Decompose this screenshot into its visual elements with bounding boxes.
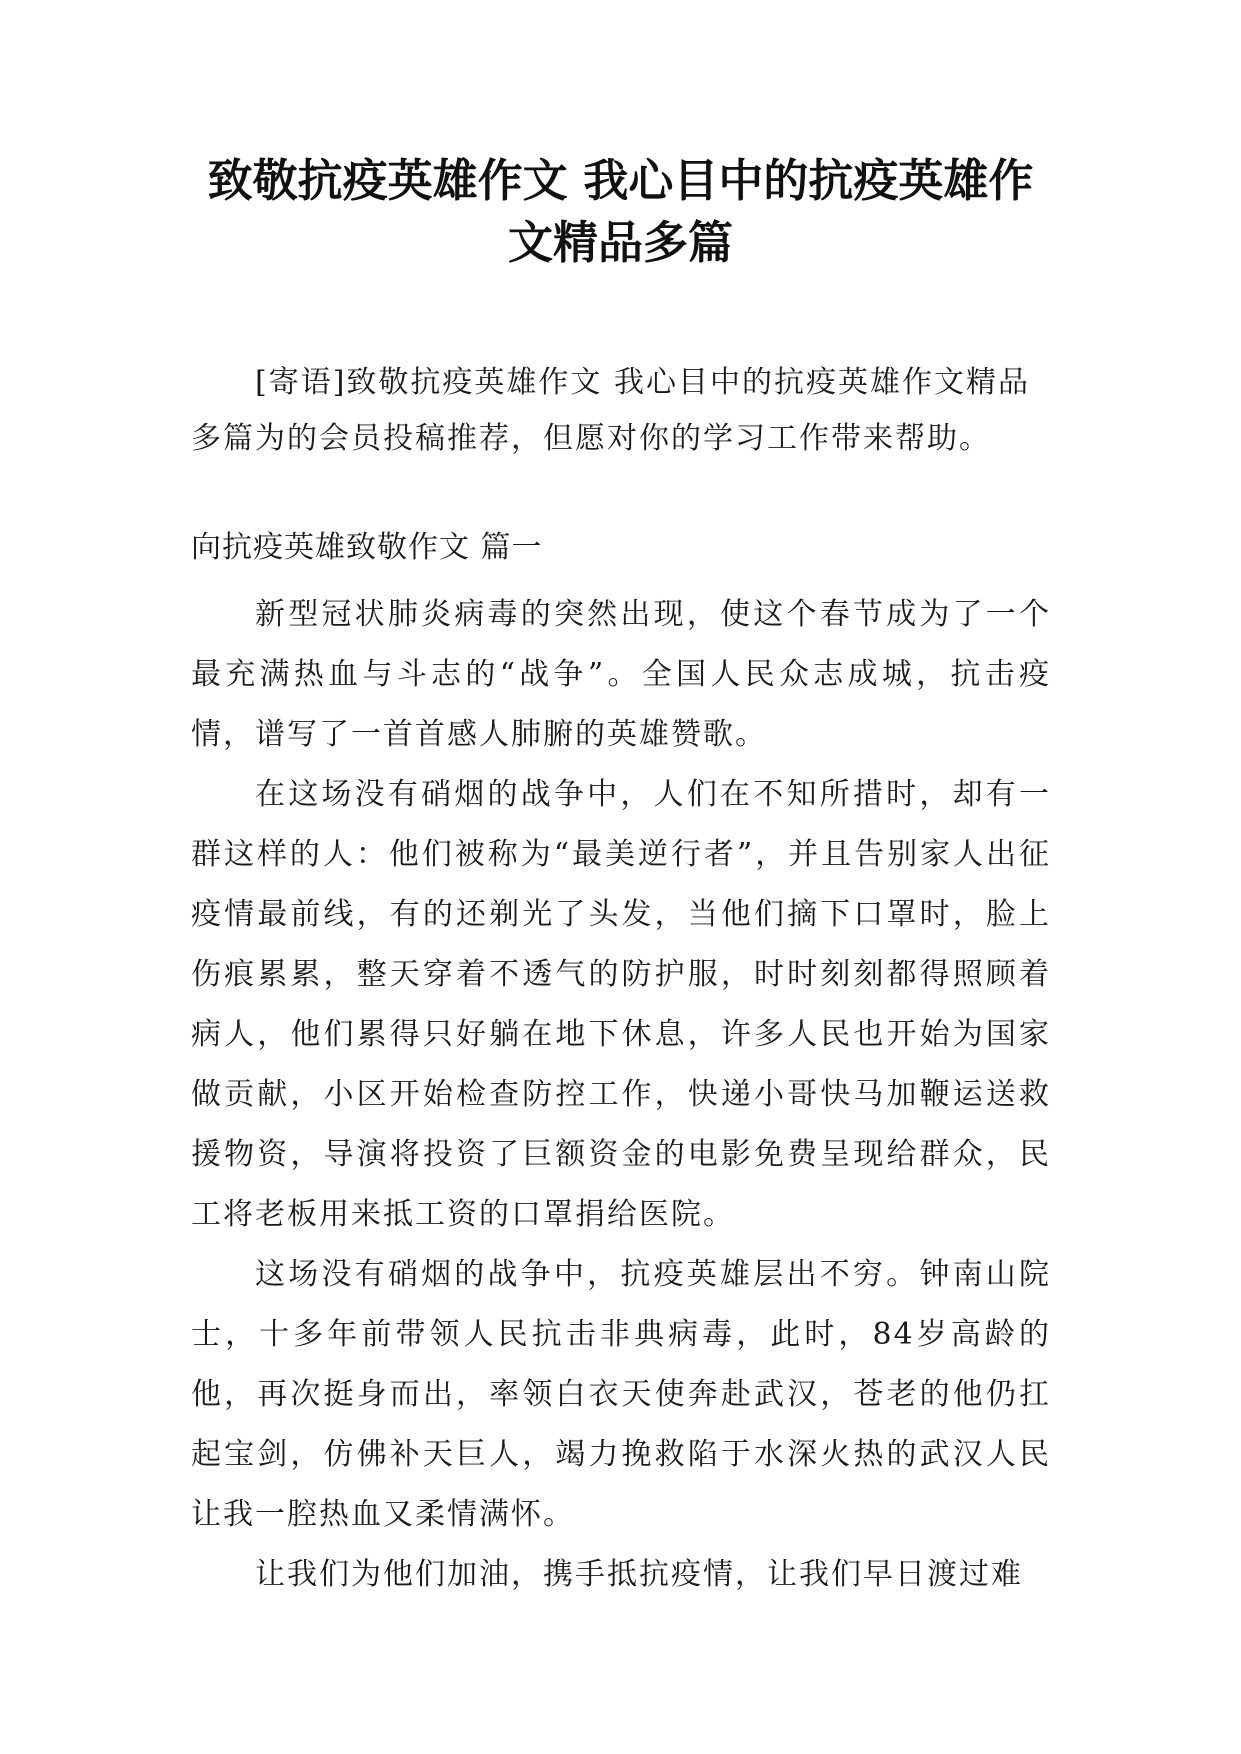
title-line-1: 致敬抗疫英雄作文 我心目中的抗疫英雄作 (207, 154, 1034, 207)
paragraph-4: 让我们为他们加油，携手抵抗疫情，让我们早日渡过难 (255, 1557, 1023, 1592)
paragraph-1: 新型冠状肺炎病毒的突然出现，使这个春节成为了一个最充满热血与斗志的“战争”。全国人民众志成城，抗击疫情，谱写了一首首感人肺腑的英雄赞歌。 (191, 597, 1051, 752)
intro-paragraph: [寄语]致敬抗疫英雄作文 我心目中的抗疫英雄作文精品多篇为的会员投稿推荐，但愿对你的学习工作带来帮助。 (191, 365, 1030, 456)
section-heading: 向抗疫英雄致敬作文 篇一 (191, 530, 543, 565)
paragraph-2: 在这场没有硝烟的战争中，人们在不知所措时，却有一群这样的人：他们被称为“最美逆行者”，并且告别家人出征疫情最前线，有的还剃光了头发，当他们摘下口罩时，脸上伤痕累累，整天穿着不透气的防护服，时时刻刻都得照顾着病人，他们累得只好躺在地下休息，许多人民也开始为国家做贡献，小区开始检查防控工作，快递小哥快马加鞭运送救援物资，导演将投资了巨额资金的电影免费呈现给群众，民工将老板用来抵工资的口罩捐给医院。 (191, 777, 1051, 1232)
title-line-2: 文精品多篇 (507, 216, 733, 269)
document-title (160, 150, 1081, 274)
paragraph-3: 这场没有硝烟的战争中，抗疫英雄层出不穷。钟南山院士，十多年前带领人民抗击非典病毒，此时，84岁高龄的他，再次挺身而出，率领白衣天使奔赴武汉，苍老的他仍扛起宝剑，仿佛补天巨人，竭力挽救陷于水深火热的武汉人民让我一腔热血又柔情满怀。 (191, 1257, 1051, 1532)
article-body (191, 585, 1051, 1605)
